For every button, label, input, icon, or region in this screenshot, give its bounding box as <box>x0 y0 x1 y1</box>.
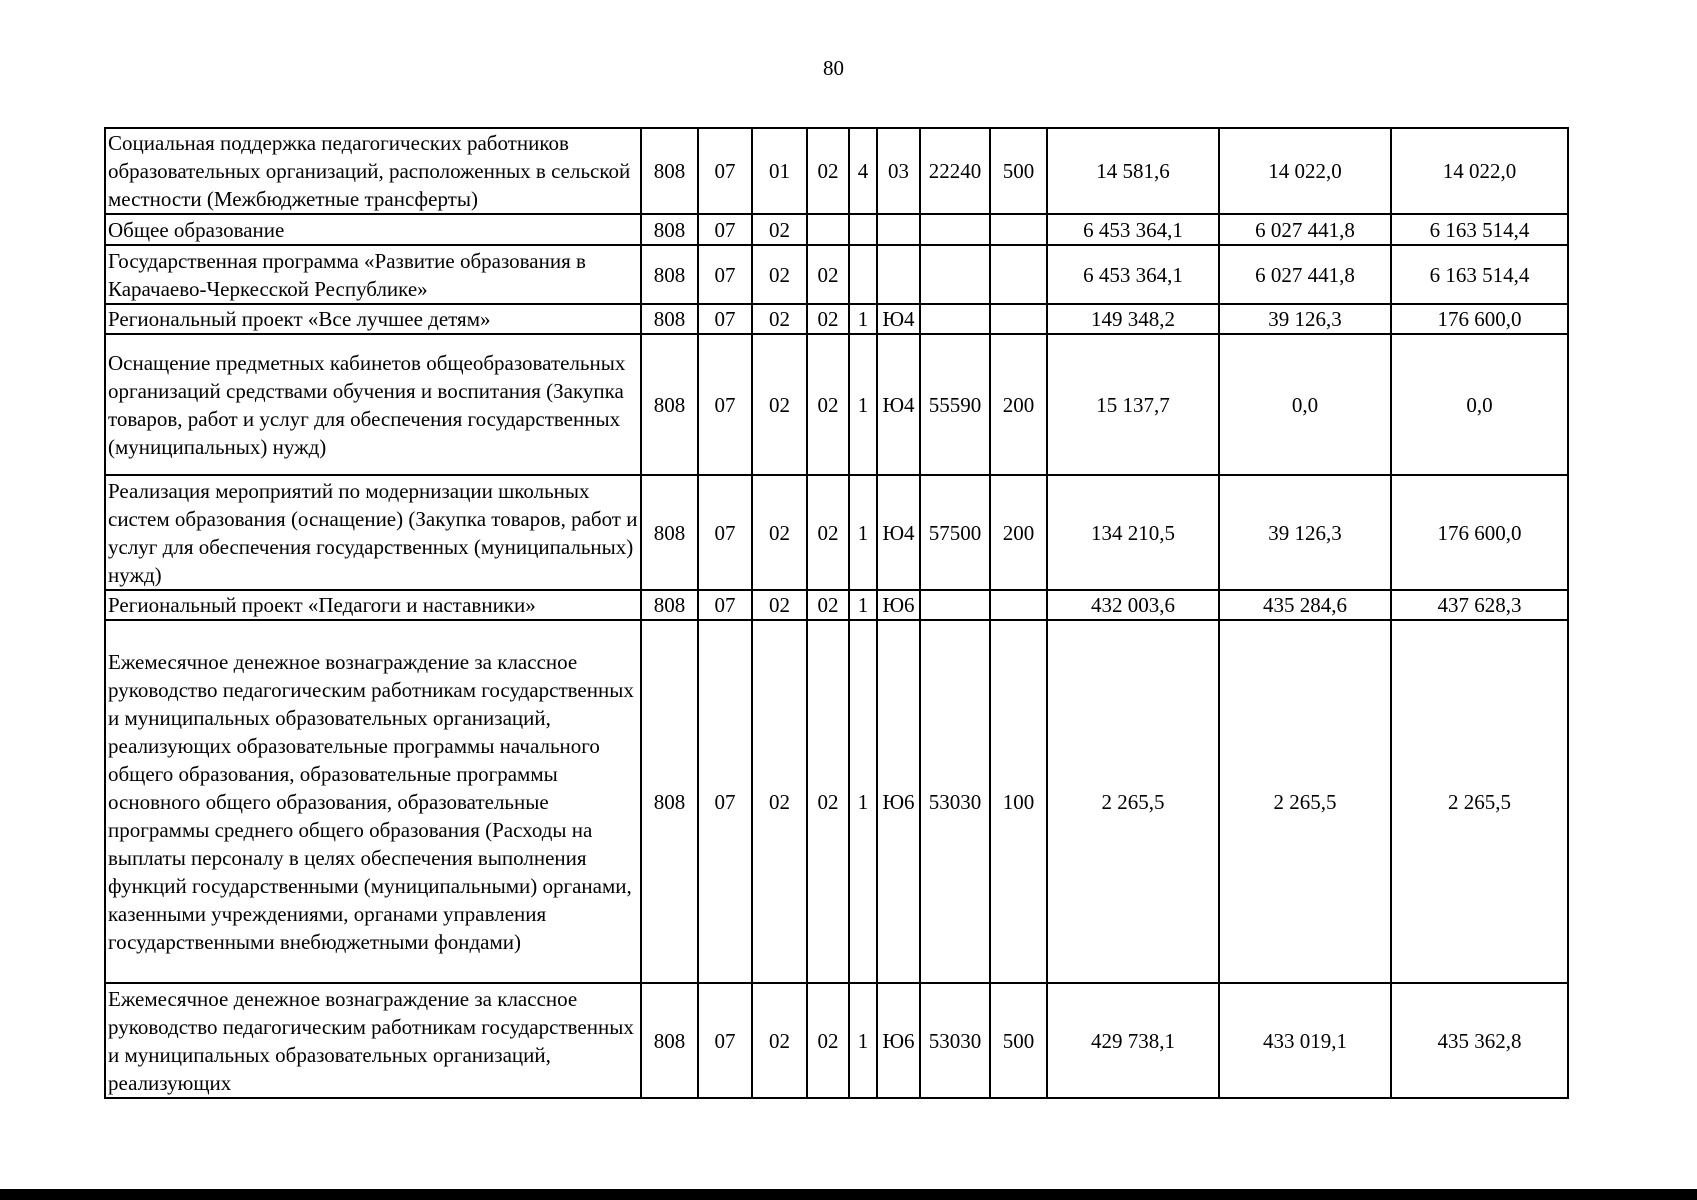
table-row <box>105 983 1568 1098</box>
table-row <box>105 245 1568 304</box>
code-cs-direction: 53030 <box>920 983 990 1098</box>
row-name: Реализация мероприятий по модернизации школьных систем образования (оснащение) (Закупка товаров, работ и услуг для обеспечения государственных (муниципальных) нужд) <box>105 475 641 590</box>
code-cs-direction: 55590 <box>920 334 990 475</box>
code-cs-type: 1 <box>849 304 877 334</box>
code-pr: 02 <box>752 214 807 245</box>
amount-year-2: 435 284,6 <box>1219 590 1391 620</box>
amount-year-3: 176 600,0 <box>1391 304 1568 334</box>
amount-year-2: 14 022,0 <box>1219 128 1391 214</box>
code-cs-type <box>849 245 877 304</box>
table-row <box>105 128 1568 214</box>
amount-year-2: 433 019,1 <box>1219 983 1391 1098</box>
amount-year-3: 6 163 514,4 <box>1391 245 1568 304</box>
code-pr: 02 <box>752 620 807 983</box>
code-vr: 500 <box>990 983 1047 1098</box>
code-cs-project <box>877 245 920 304</box>
code-rz: 07 <box>698 475 752 590</box>
code-cs-program: 02 <box>807 620 849 983</box>
amount-year-3: 176 600,0 <box>1391 475 1568 590</box>
code-cs-direction <box>920 590 990 620</box>
code-cs-direction: 53030 <box>920 620 990 983</box>
code-cs-type: 1 <box>849 983 877 1098</box>
code-ved: 808 <box>641 128 698 214</box>
code-ved: 808 <box>641 475 698 590</box>
row-name: Оснащение предметных кабинетов общеобразовательных организаций средствами обучения и воспитания (Закупка товаров, работ и услуг для обеспечения государственных (муниципальных) нужд) <box>105 334 641 475</box>
code-cs-program: 02 <box>807 983 849 1098</box>
amount-year-3: 2 265,5 <box>1391 620 1568 983</box>
code-rz: 07 <box>698 590 752 620</box>
code-cs-type: 4 <box>849 128 877 214</box>
code-rz: 07 <box>698 304 752 334</box>
amount-year-1: 6 453 364,1 <box>1047 245 1219 304</box>
code-pr: 02 <box>752 590 807 620</box>
code-rz: 07 <box>698 245 752 304</box>
code-ved: 808 <box>641 983 698 1098</box>
amount-year-3: 437 628,3 <box>1391 590 1568 620</box>
table-row <box>105 304 1568 334</box>
code-cs-program: 02 <box>807 334 849 475</box>
code-cs-direction: 57500 <box>920 475 990 590</box>
code-vr: 200 <box>990 475 1047 590</box>
code-cs-program <box>807 214 849 245</box>
amount-year-2: 0,0 <box>1219 334 1391 475</box>
row-name: Региональный проект «Все лучшее детям» <box>105 304 641 334</box>
budget-table <box>104 127 1569 1099</box>
amount-year-3: 6 163 514,4 <box>1391 214 1568 245</box>
code-cs-type: 1 <box>849 475 877 590</box>
code-cs-project: Ю4 <box>877 334 920 475</box>
row-name: Социальная поддержка педагогических работников образовательных организаций, расположенных в сельской местности (Межбюджетные трансферты) <box>105 128 641 214</box>
code-pr: 01 <box>752 128 807 214</box>
amount-year-3: 14 022,0 <box>1391 128 1568 214</box>
code-cs-type: 1 <box>849 620 877 983</box>
code-cs-program: 02 <box>807 590 849 620</box>
code-ved: 808 <box>641 214 698 245</box>
scan-edge-bar <box>0 1189 1697 1200</box>
code-vr: 200 <box>990 334 1047 475</box>
code-vr: 500 <box>990 128 1047 214</box>
code-rz: 07 <box>698 128 752 214</box>
code-cs-direction <box>920 304 990 334</box>
code-vr <box>990 590 1047 620</box>
code-ved: 808 <box>641 334 698 475</box>
amount-year-1: 15 137,7 <box>1047 334 1219 475</box>
amount-year-2: 2 265,5 <box>1219 620 1391 983</box>
row-name: Ежемесячное денежное вознаграждение за классное руководство педагогическим работникам государственных и муниципальных образовательных организаций, реализующих образовательные программы начального общего образования, образовательные программы основного общего образования, образовательные программы среднего общего образования (Расходы на выплаты персоналу в целях обеспечения выполнения функций государственными (муниципальными) органами, казенными учреждениями, органами управления государственными внебюджетными фондами) <box>105 620 641 983</box>
code-rz: 07 <box>698 620 752 983</box>
code-pr: 02 <box>752 245 807 304</box>
amount-year-2: 39 126,3 <box>1219 304 1391 334</box>
table-row <box>105 590 1568 620</box>
code-cs-direction <box>920 214 990 245</box>
code-pr: 02 <box>752 304 807 334</box>
amount-year-1: 134 210,5 <box>1047 475 1219 590</box>
code-vr: 100 <box>990 620 1047 983</box>
amount-year-2: 6 027 441,8 <box>1219 214 1391 245</box>
code-ved: 808 <box>641 304 698 334</box>
code-cs-project: Ю6 <box>877 620 920 983</box>
code-cs-project: Ю4 <box>877 475 920 590</box>
table-row <box>105 334 1568 475</box>
amount-year-2: 39 126,3 <box>1219 475 1391 590</box>
code-pr: 02 <box>752 334 807 475</box>
amount-year-2: 6 027 441,8 <box>1219 245 1391 304</box>
code-cs-program: 02 <box>807 475 849 590</box>
code-cs-project: 03 <box>877 128 920 214</box>
amount-year-1: 2 265,5 <box>1047 620 1219 983</box>
code-vr <box>990 304 1047 334</box>
amount-year-3: 435 362,8 <box>1391 983 1568 1098</box>
code-pr: 02 <box>752 983 807 1098</box>
code-cs-program: 02 <box>807 304 849 334</box>
amount-year-1: 14 581,6 <box>1047 128 1219 214</box>
row-name: Региональный проект «Педагоги и наставники» <box>105 590 641 620</box>
code-cs-project: Ю6 <box>877 983 920 1098</box>
code-cs-direction <box>920 245 990 304</box>
code-cs-project <box>877 214 920 245</box>
code-cs-project: Ю4 <box>877 304 920 334</box>
table-row <box>105 475 1568 590</box>
code-rz: 07 <box>698 334 752 475</box>
code-ved: 808 <box>641 620 698 983</box>
amount-year-1: 6 453 364,1 <box>1047 214 1219 245</box>
code-cs-type: 1 <box>849 590 877 620</box>
code-cs-type <box>849 214 877 245</box>
code-vr <box>990 245 1047 304</box>
code-cs-program: 02 <box>807 245 849 304</box>
amount-year-1: 149 348,2 <box>1047 304 1219 334</box>
code-cs-direction: 22240 <box>920 128 990 214</box>
amount-year-1: 432 003,6 <box>1047 590 1219 620</box>
code-rz: 07 <box>698 983 752 1098</box>
row-name: Государственная программа «Развитие образования в Карачаево-Черкесской Республике» <box>105 245 641 304</box>
row-name: Ежемесячное денежное вознаграждение за классное руководство педагогическим работникам государственных и муниципальных образовательных организаций, реализующих <box>105 983 641 1098</box>
table-row <box>105 620 1568 983</box>
code-vr <box>990 214 1047 245</box>
code-cs-type: 1 <box>849 334 877 475</box>
page-number: 80 <box>823 56 844 80</box>
amount-year-1: 429 738,1 <box>1047 983 1219 1098</box>
code-cs-project: Ю6 <box>877 590 920 620</box>
code-rz: 07 <box>698 214 752 245</box>
code-pr: 02 <box>752 475 807 590</box>
code-cs-program: 02 <box>807 128 849 214</box>
code-ved: 808 <box>641 590 698 620</box>
amount-year-3: 0,0 <box>1391 334 1568 475</box>
table-row <box>105 214 1568 245</box>
row-name: Общее образование <box>105 214 641 245</box>
code-ved: 808 <box>641 245 698 304</box>
